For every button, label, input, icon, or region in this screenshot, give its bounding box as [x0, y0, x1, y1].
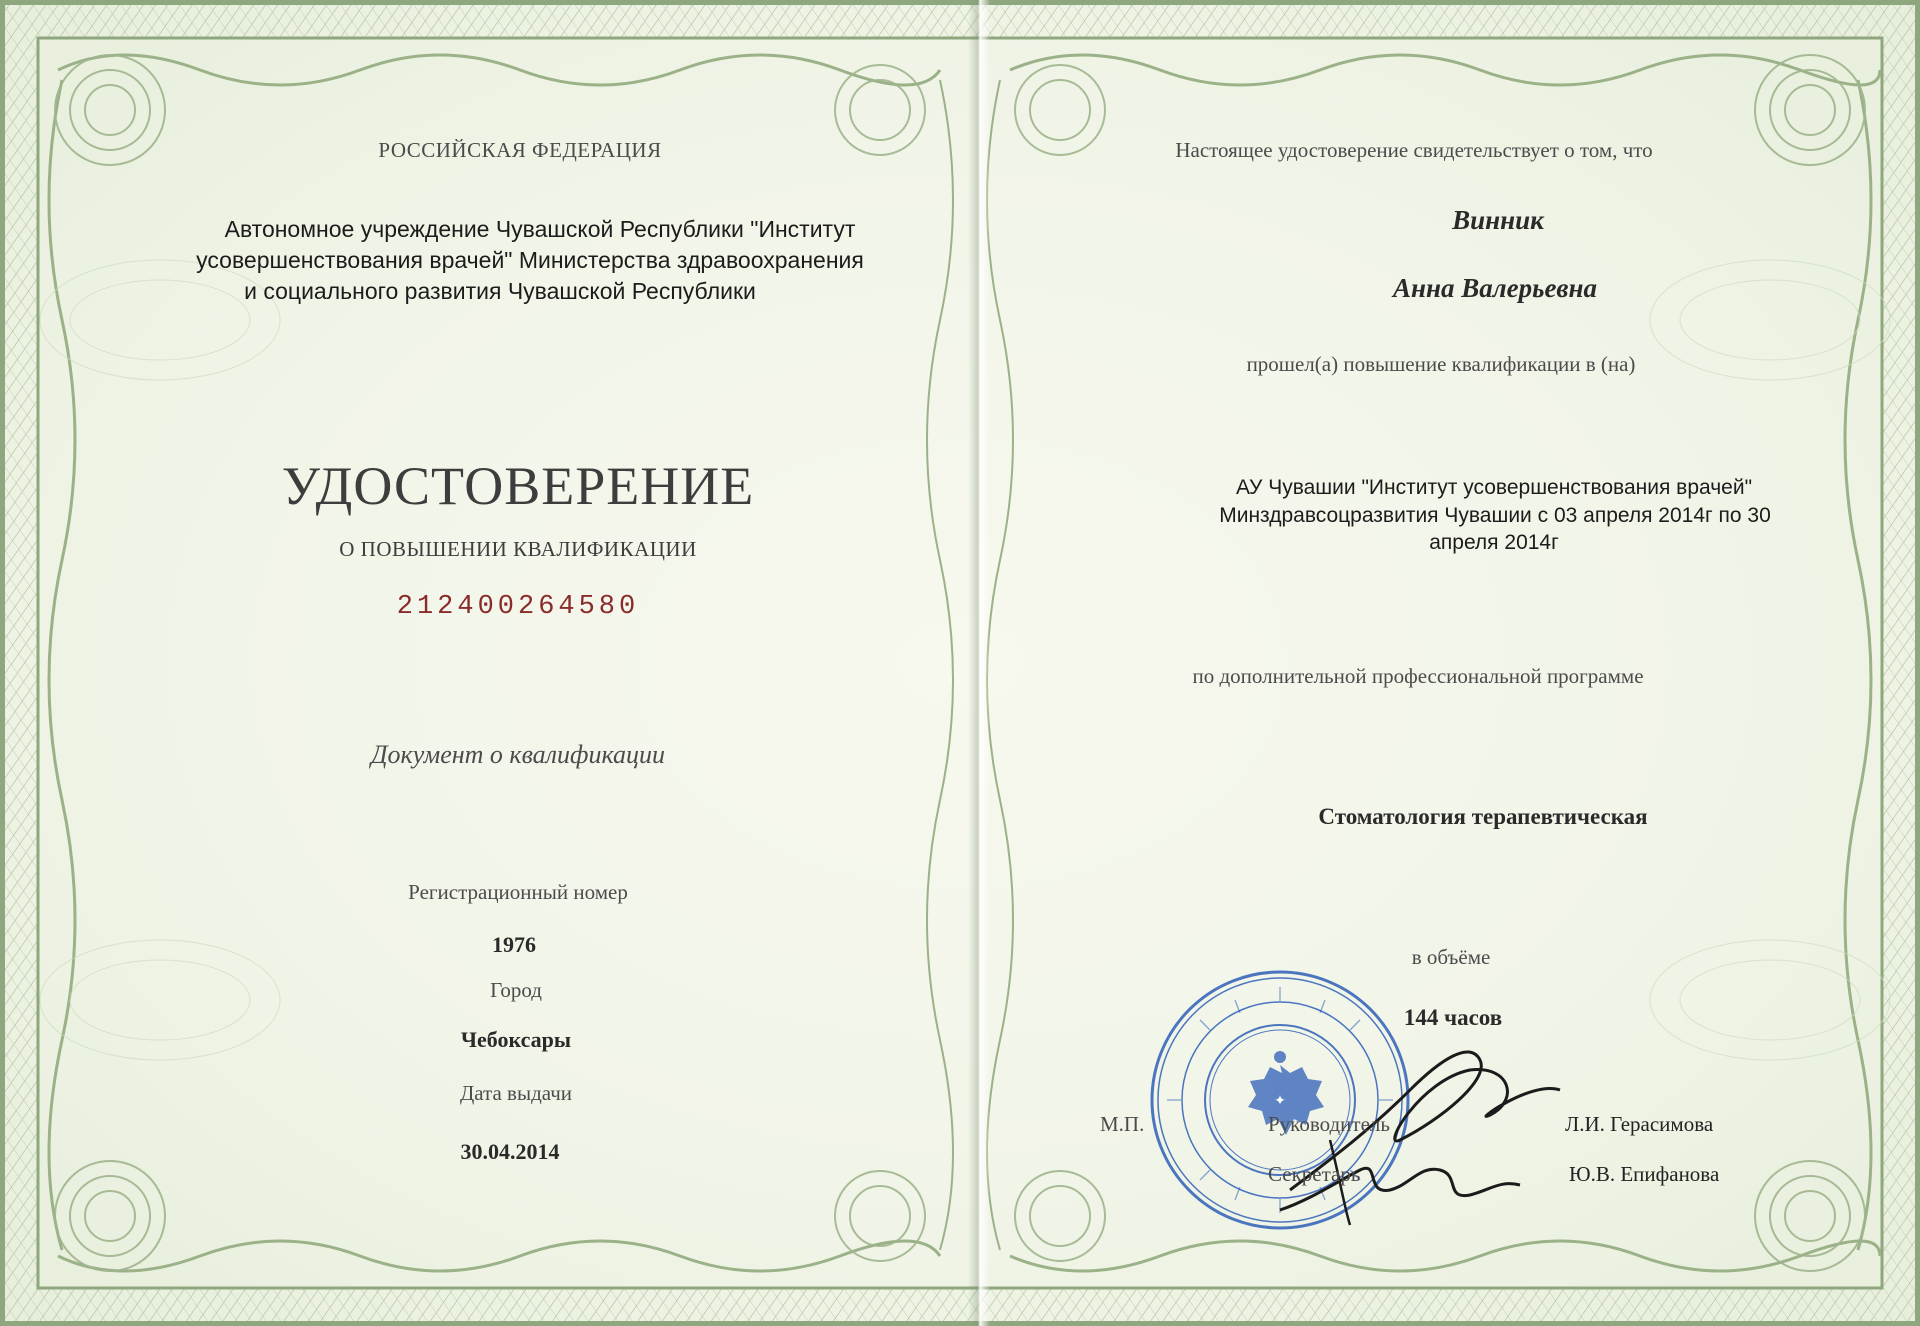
passed-text: прошел(а) повышение квалификации в (на)	[1246, 352, 1636, 376]
issue-date-label: Дата выдачи	[459, 1081, 573, 1105]
registration-label: Регистрационный номер	[408, 880, 628, 904]
svg-text:✦: ✦	[1274, 1092, 1286, 1108]
registration-number: 1976	[492, 932, 536, 957]
country-label: РОССИЙСКАЯ ФЕДЕРАЦИЯ	[378, 138, 662, 162]
city-label: Город	[490, 978, 542, 1002]
head-name: Л.И. Герасимова	[1565, 1112, 1714, 1136]
head-label: Руководитель	[1268, 1112, 1390, 1136]
document-title: УДОСТОВЕРЕНИЕ	[281, 456, 755, 516]
organization-line-2: Минздравсоцразвития Чувашии с 03 апреля 2014г по 30	[1219, 504, 1771, 527]
city-value: Чебоксары	[460, 1027, 572, 1052]
intro-text: Настоящее удостоверение свидетельствует о том, что	[1175, 138, 1653, 162]
program-label: по дополнительной профессиональной программе	[1192, 664, 1644, 688]
institution-line-3: и социального развития Чувашской Республики	[244, 278, 756, 304]
secretary-label: Секретарь	[1268, 1162, 1361, 1186]
institution-line-1: Автономное учреждение Чувашской Республики "Институт	[224, 216, 856, 242]
secretary-name: Ю.В. Епифанова	[1569, 1162, 1720, 1186]
organization-line-1: АУ Чувашии "Институт усовершенствования врачей"	[1235, 476, 1753, 499]
program-name: Стоматология терапевтическая	[1318, 804, 1648, 829]
issue-date-value: 30.04.2014	[460, 1139, 560, 1164]
serial-number: 212400264580	[396, 592, 640, 622]
hours-value: 144 часов	[1403, 1005, 1503, 1030]
document-type: Документ о квалификации	[371, 740, 665, 769]
institution-line-2: усовершенствования врачей" Министерства здравоохранения	[196, 247, 864, 273]
center-fold	[968, 0, 990, 1326]
document-subtitle: О ПОВЫШЕНИИ КВАЛИФИКАЦИИ	[339, 537, 697, 561]
seal-placeholder-label: М.П.	[1100, 1112, 1145, 1136]
holder-surname: Винник	[1452, 205, 1544, 235]
holder-given-names: Анна Валерьевна	[1393, 273, 1597, 303]
volume-label: в объёме	[1411, 945, 1491, 969]
organization-line-3: апреля 2014г	[1429, 531, 1559, 554]
